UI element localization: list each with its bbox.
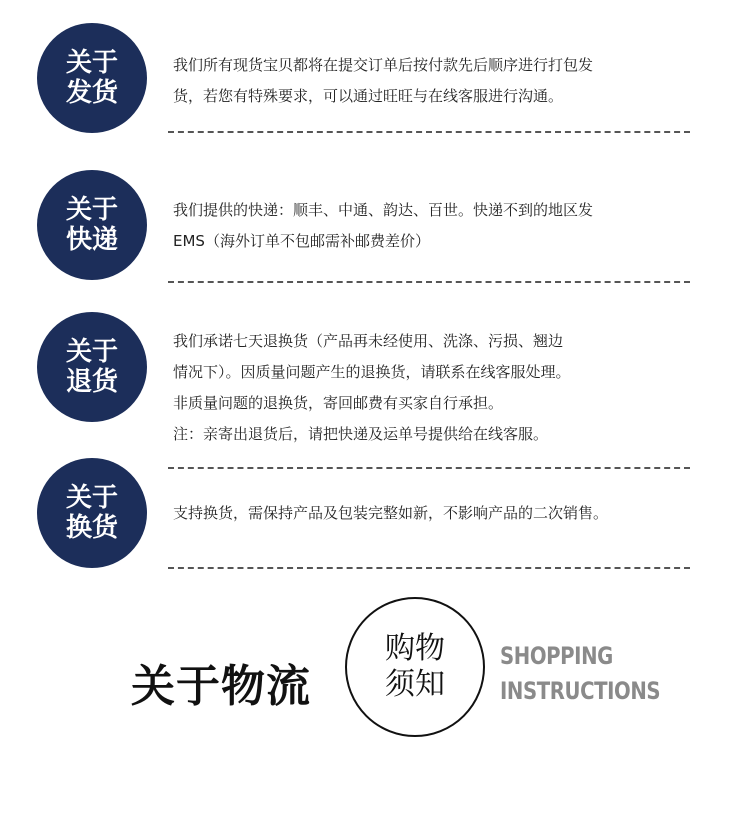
badge-line-2: 退货 [65,367,118,397]
shipping-text [173,50,713,112]
circle-line-1: 购物 [385,631,445,666]
english-line-2: INSTRUCTIONS [500,677,661,705]
badge-line-1: 关于 [65,195,118,225]
returns-text [173,326,713,450]
badge-line-1: 关于 [65,48,118,78]
text-line: 情况下）。因质量问题产生的退换货，请联系在线客服处理。 [173,363,571,381]
text-line: 注：亲寄出退货后，请把快递及运单号提供给在线客服。 [173,425,549,443]
text-line: 支持换货，需保持产品及包装完整如新，不影响产品的二次销售。 [173,504,609,522]
divider [168,467,690,469]
exchange-text [173,498,713,529]
text-line: 我们承诺七天退换货（产品再未经使用、洗涤、污损、翘边 [173,332,564,350]
divider [168,281,690,283]
text-line: 我们所有现货宝贝都将在提交订单后按付款先后顺序进行打包发 [173,56,594,74]
shipping-badge [37,23,147,133]
returns-badge [37,312,147,422]
circle-line-2: 须知 [385,667,445,702]
text-line: 我们提供的快递：顺丰、中通、韵达、百世。快递不到的地区发 [173,201,594,219]
shopping-notice-circle [345,597,485,737]
badge-line-2: 换货 [65,513,118,543]
courier-badge [37,170,147,280]
text-line: EMS（海外订单不包邮需补邮费差价） [173,232,430,250]
footer-title: 关于物流 [131,661,311,712]
badge-line-2: 发货 [65,78,118,108]
text-line: 非质量问题的退换货，寄回邮费有买家自行承担。 [173,394,504,412]
divider [168,567,690,569]
exchange-badge [37,458,147,568]
divider [168,131,690,133]
badge-line-1: 关于 [65,483,118,513]
badge-line-1: 关于 [65,337,118,367]
badge-line-2: 快递 [65,225,118,255]
english-line-1: SHOPPING [500,642,613,670]
courier-text [173,195,713,257]
text-line: 货，若您有特殊要求，可以通过旺旺与在线客服进行沟通。 [173,87,564,105]
